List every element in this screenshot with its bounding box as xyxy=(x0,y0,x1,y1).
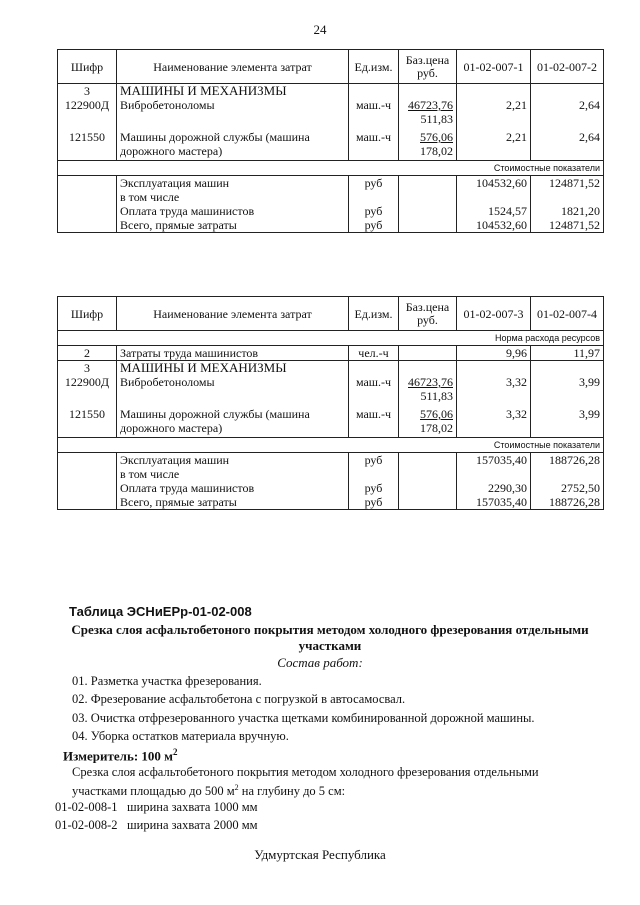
footer: Удмуртская Республика xyxy=(254,847,386,862)
table-row: 2 Затраты труда машинистов чел.-ч 9,96 11,97 xyxy=(58,346,604,361)
cost-indicators-label: Стоимостные показатели xyxy=(58,161,604,176)
header-name: Наименование элемента затрат xyxy=(117,50,349,84)
header-col-a: 01-02-007-3 xyxy=(457,297,531,331)
resource-table-1: Шифр Наименование элемента затрат Ед.изм. Баз.цена руб. 01-02-007-1 01-02-007-2 3 МАШИНЫ И МЕХАНИЗМЫ 122900Д Вибробетоноломы маш.-ч 46723,76 511,83 2,21 2,64 121550 Машины дорожной службы (машина дорожного мастера) маш.-ч 576,06 178,02 2,21 2,64 Стоимостные показатели Эксплуатация машин руб 104532,60 124871,52 в том числе Оплата труда машинистов руб 1524,57 1821,20 Всего, прямые затраты руб 104532,60 124871,52 xyxy=(57,49,604,233)
table-subtitle: Срезка слоя асфальтобетоного покрытия методом холодного фрезерования отдельными участками xyxy=(71,622,589,653)
header-col-a: 01-02-007-1 xyxy=(457,50,531,84)
composition-title: Состав работ: xyxy=(277,655,363,670)
work-item: 03. Очистка отфрезерованного участка щетками комбинированной дорожной машины. xyxy=(72,711,535,725)
header-price: Баз.цена руб. xyxy=(399,50,457,84)
header-col-b: 01-02-007-4 xyxy=(531,297,604,331)
section-title: МАШИНЫ И МЕХАНИЗМЫ xyxy=(117,84,349,99)
code-row: 01-02-008-2 ширина захвата 2000 мм xyxy=(55,818,258,832)
work-item: 02. Фрезерование асфальтобетона с погрузкой в автосамосвал. xyxy=(72,692,406,706)
resource-table-2: Шифр Наименование элемента затрат Ед.изм. Баз.цена руб. 01-02-007-3 01-02-007-4 Норма расхода ресурсов 2 Затраты труда машинистов чел.-ч 9,96 11,97 3 МАШИНЫ И МЕХАНИЗМЫ 122900Д Вибробетоноломы маш.-ч 46723,76 511,83 3,32 3,99 121550 Машины дорожной службы (машина дорожного мастера) маш.-ч 576,06 178,02 3,32 3,99 Стоимостные показатели Эксплуатация машин руб 157035,40 188726,28 в том числе Оплата труда машинистов руб 2290,30 2752,50 Всего, прямые затраты руб 157035,40 188726,28 xyxy=(57,296,604,510)
table-row: 122900Д Вибробетоноломы маш.-ч 46723,76 511,83 2,21 2,64 xyxy=(58,98,604,130)
header-col-b: 01-02-007-2 xyxy=(531,50,604,84)
description: Срезка слоя асфальтобетоного покрытия методом холодного фрезерования отдельными участками площадью до 500 $м^2$ на глубину до 5 см: xyxy=(72,765,539,799)
table-title: Таблица ЭСНиЕРр-01-02-008 xyxy=(69,604,252,619)
table-row: 121550 Машины дорожной службы (машина дорожного мастера) маш.-ч 576,06 178,02 2,21 2,64 xyxy=(58,130,604,161)
code-row: 01-02-008-1 ширина захвата 1000 мм xyxy=(55,800,258,814)
header-code: Шифр xyxy=(58,50,117,84)
resource-norm-label: Норма расхода ресурсов xyxy=(58,331,604,346)
header-unit: Ед.изм. xyxy=(349,50,399,84)
measure-label: Измеритель: 100 $м^2$ xyxy=(63,747,178,764)
table-row: 122900Д Вибробетоноломы маш.-ч 46723,76 511,83 3,32 3,99 xyxy=(58,375,604,407)
page-number: 24 xyxy=(313,22,327,37)
table-row: 121550 Машины дорожной службы (машина дорожного мастера) маш.-ч 576,06 178,02 3,32 3,99 xyxy=(58,407,604,438)
section-code: 3 xyxy=(58,84,117,99)
work-item: 01. Разметка участка фрезерования. xyxy=(72,674,262,688)
work-item: 04. Уборка остатков материала вручную. xyxy=(72,729,289,743)
